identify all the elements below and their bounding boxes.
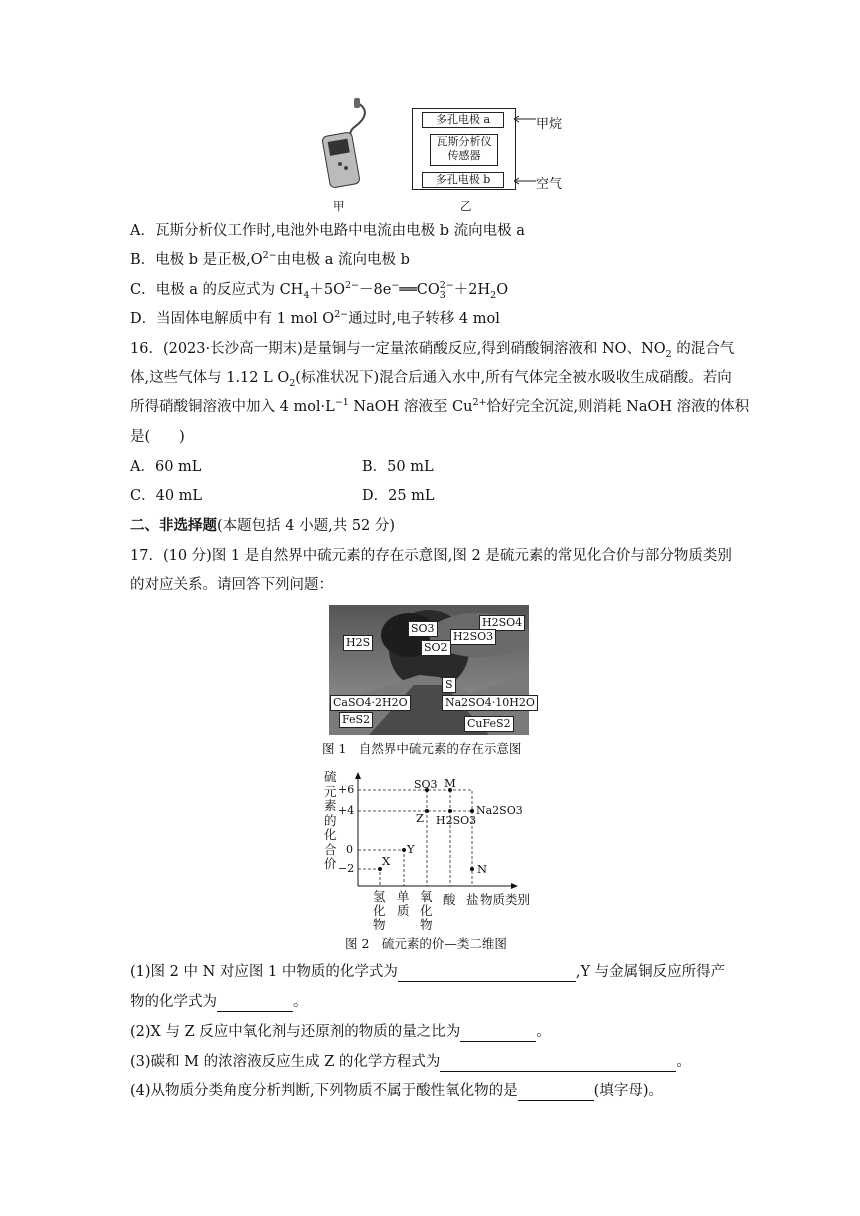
answer-blank-4[interactable] [440,1057,676,1072]
tag-fes2: FeS2 [339,712,373,728]
y-axis-label: 硫 元 素 的 化 合 价 [324,769,337,871]
sensor-box [430,134,498,166]
sulfur-nature-figure [329,605,535,735]
xcat-element: 单质 [397,889,410,918]
section2-heading [130,516,395,536]
point-x-label: X [382,854,391,868]
electrode-b-box: 多孔电极 b [422,172,504,188]
q17-line2: 的对应关系。请回答下列问题： [130,577,333,593]
point-h2so3-label: H2SO3 [436,814,477,827]
q16-line4: 是( ) [130,429,185,445]
q16-line2: 体,这些气体与 1.12 L $O_2$(标准状况下)混合后通入水中,所有气体完全被水吸收生成硝酸。若向 [130,370,732,389]
point-n-label: N [477,862,488,876]
answer-blank-2[interactable] [217,997,293,1012]
point-na2so3-label: Na2SO3 [476,804,523,817]
tag-cufes2: CuFeS2 [464,716,514,732]
point-z-label: Z [416,811,424,825]
q16-line3: 所得硝酸铜溶液中加入 4 $mol\cdot L^{-1}$ NaOH 溶液至 $Cu^{2+}$恰好完全沉淀,则消耗 NaOH 溶液的体积 [130,397,750,415]
tag-na2so4: Na2SO4·10H2O [442,695,538,711]
methane-label: 甲烷 [536,117,563,132]
point-so3-label: SO3 [414,778,438,791]
q15-option-d: D．当固体电解质中有 1 mol $O^{2-}$通过时,电子转移 4 mol [130,309,500,327]
fig1-caption: 图 1 自然界中硫元素的存在示意图 [322,741,522,756]
q16-option-a: A．60 mL [130,459,202,475]
gas-analyzer-figure [300,96,600,216]
q17-part1-line1: (1)图 2 中 N 对应图 1 中物质的化学式为 ,Y 与金属铜反应所得产 [130,964,726,980]
sensor-line1: 瓦斯分析仪 [436,135,492,148]
q17-part3: (3)碳和 M 的浓溶液反应生成 Z 的化学方程式为 。 [130,1054,691,1070]
q17-line1: 17．(10 分)图 1 是自然界中硫元素的存在示意图,图 2 是硫元素的常见化合价与部分物质类别 [130,548,732,564]
q16-option-b: B．50 mL [362,459,434,475]
fig2-caption: 图 2 硫元素的价—类二维图 [345,936,507,951]
ytick-plus4: +4 [338,804,355,817]
gas-analyzer-device-image [312,96,374,192]
answer-blank-3[interactable] [460,1027,536,1042]
tag-so3: SO3 [408,621,438,637]
q16-line1: 16．(2023·长沙高一期末)是量铜与一定量浓硝酸反应,得到硝酸铜溶液和 NO、$NO_2$ 的混合气 [130,341,735,360]
jia-label: 甲 [333,199,345,213]
answer-blank-5[interactable] [518,1086,594,1101]
air-label: 空气 [536,177,563,192]
section2-note: (本题包括 4 小题,共 52 分) [217,518,396,534]
xcat-acid: 酸 [443,892,456,907]
xcat-hydride: 氢化物 [373,889,386,932]
tag-s: S [442,677,456,693]
answer-blank-1[interactable] [398,967,576,982]
ytick-minus2: −2 [338,862,355,875]
q15-option-a: A．瓦斯分析仪工作时,电池外电路中电流由电极 b 流向电极 a [130,223,525,239]
tag-h2so4: H2SO4 [479,615,525,631]
point-y-label: Y [407,842,415,856]
q15-option-c: C．电极 a 的反应式为 $CH_4+5O^{2-}-8e^-══CO_3^{2-}+2H_2O$ [130,280,509,301]
axes [320,768,560,938]
q16-option-d: D．25 mL [362,488,435,504]
xcat-oxide: 氧化物 [420,889,433,932]
ytick-0: 0 [346,843,353,856]
q16-option-c: C．40 mL [130,488,203,504]
tag-so2: SO2 [421,640,451,656]
tag-h2s: H2S [343,635,373,651]
q17-part2: (2)X 与 Z 反应中氧化剂与还原剂的物质的量之比为 。 [130,1024,551,1040]
q17-part4: (4)从物质分类角度分析判断,下列物质不属于酸性氧化物的是 (填字母)。 [130,1083,663,1099]
yi-label: 乙 [460,199,472,213]
q15-option-b: B．电极 b 是正极$,O^{2-}$由电极 a 流向电极 b [130,250,410,268]
valence-class-diagram [320,768,560,938]
q17-part1-line2: 物的化学式为 。 [130,994,308,1010]
section2-title: 二、非选择题 [130,517,217,534]
ytick-plus6: +6 [338,783,355,796]
sensor-line2: 传感器 [447,149,481,162]
tag-caso4: CaSO4·2H2O [330,695,411,711]
x-axis-label: 物质类别 [480,892,531,907]
point-m-label: M [444,776,456,790]
xcat-salt: 盐 [466,892,479,907]
electrode-a-box: 多孔电极 a [422,112,504,128]
tag-h2so3: H2SO3 [450,629,496,645]
